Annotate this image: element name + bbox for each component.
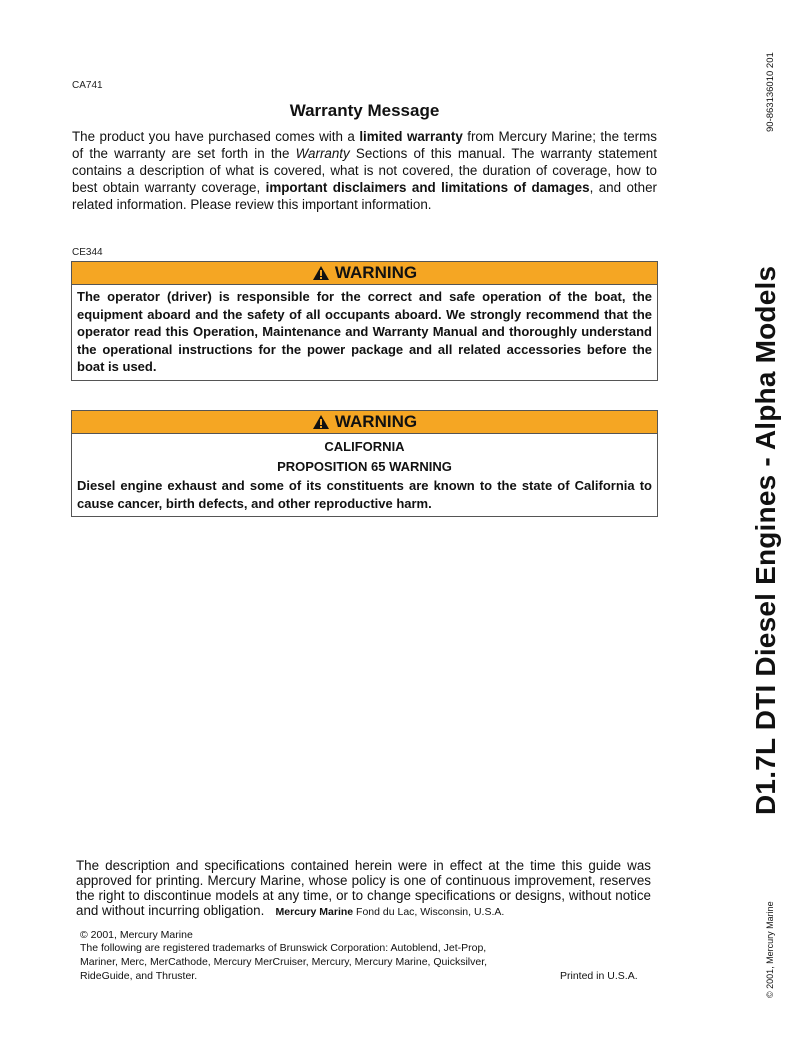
warning-heading: WARNING (334, 263, 418, 282)
footer-location: Fond du Lac, Wisconsin, U.S.A. (353, 906, 505, 918)
warning-box-operator (71, 261, 658, 381)
page-title: Warranty Message (289, 101, 440, 120)
intro-bold-disclaimers: important disclaimers and limitations of damages (265, 180, 590, 195)
sidebar-part-number: 90-863136010 201 (765, 52, 776, 132)
footer-disclaimer (76, 858, 651, 919)
intro-text-1: The product you have purchased comes with a (72, 129, 360, 144)
intro-text-3: Sections of this manual. The warranty statement contains a description of what is covered, what is not covered, the duration of coverage, how to best obtain warranty coverage, (72, 146, 657, 195)
warning-california: CALIFORNIA (324, 439, 405, 454)
warning-triangle-icon (312, 414, 330, 430)
warning-heading: WARNING (334, 412, 418, 431)
warranty-intro (72, 128, 657, 213)
footer-printed: Printed in U.S.A. (560, 970, 638, 982)
warning-prop65-text: Diesel engine exhaust and some of its constituents are known to the state of California to cause cancer, birth defects, and other reproductive harm. (77, 478, 652, 511)
footer-brand: Mercury Marine (275, 906, 354, 918)
warning-triangle-icon (312, 265, 330, 281)
document-code-ca741: CA741 (72, 80, 103, 91)
intro-italic-warranty: Warranty (295, 146, 350, 161)
footer-disclaimer-text: The description and specifications contained herein were in effect at the time this guide was approved for printing. Mercury Marine, whose policy is one of continuous improvement, reserves the right to discontinue models at any time, or to change specifications or designs, without notice and without incurring obligation. (76, 858, 651, 918)
intro-text-4: , and other related information. Please review this important information. (72, 180, 657, 212)
sidebar-manual-title: D1.7L DTI Diesel Engines - Alpha Models (750, 265, 781, 815)
footer-trademarks: The following are registered trademarks of Brunswick Corporation: Autoblend, Jet-Prop, Mariner, Merc, MerCathode, Mercury MerCruiser, Mercury, Mercury Marine, Quicksilver, RideGuide, and Thruster. (80, 942, 488, 982)
warning-prop65-title: PROPOSITION 65 WARNING (277, 459, 452, 474)
intro-bold-limited-warranty: limited warranty (359, 129, 463, 144)
warning-header (72, 262, 657, 285)
warning-body-prop65 (72, 434, 657, 516)
footer-copyright: © 2001, Mercury Marine (80, 929, 193, 941)
intro-text-2: from Mercury Marine; the terms of the warranty are set forth in the (72, 129, 657, 161)
warning-body-operator: The operator (driver) is responsible for the correct and safe operation of the boat, the equipment aboard and the safety of all occupants aboard. We strongly recommend that the operator read this Operation, Maintenance and Warranty Manual and thoroughly understand the operational instructions for the power package and all related accessories before the boat is used. (77, 289, 652, 374)
warning-header (72, 411, 657, 434)
document-code-ce344: CE344 (72, 247, 103, 258)
warning-box-prop65 (71, 410, 658, 517)
sidebar-copyright: © 2001, Mercury Marine (765, 901, 775, 998)
